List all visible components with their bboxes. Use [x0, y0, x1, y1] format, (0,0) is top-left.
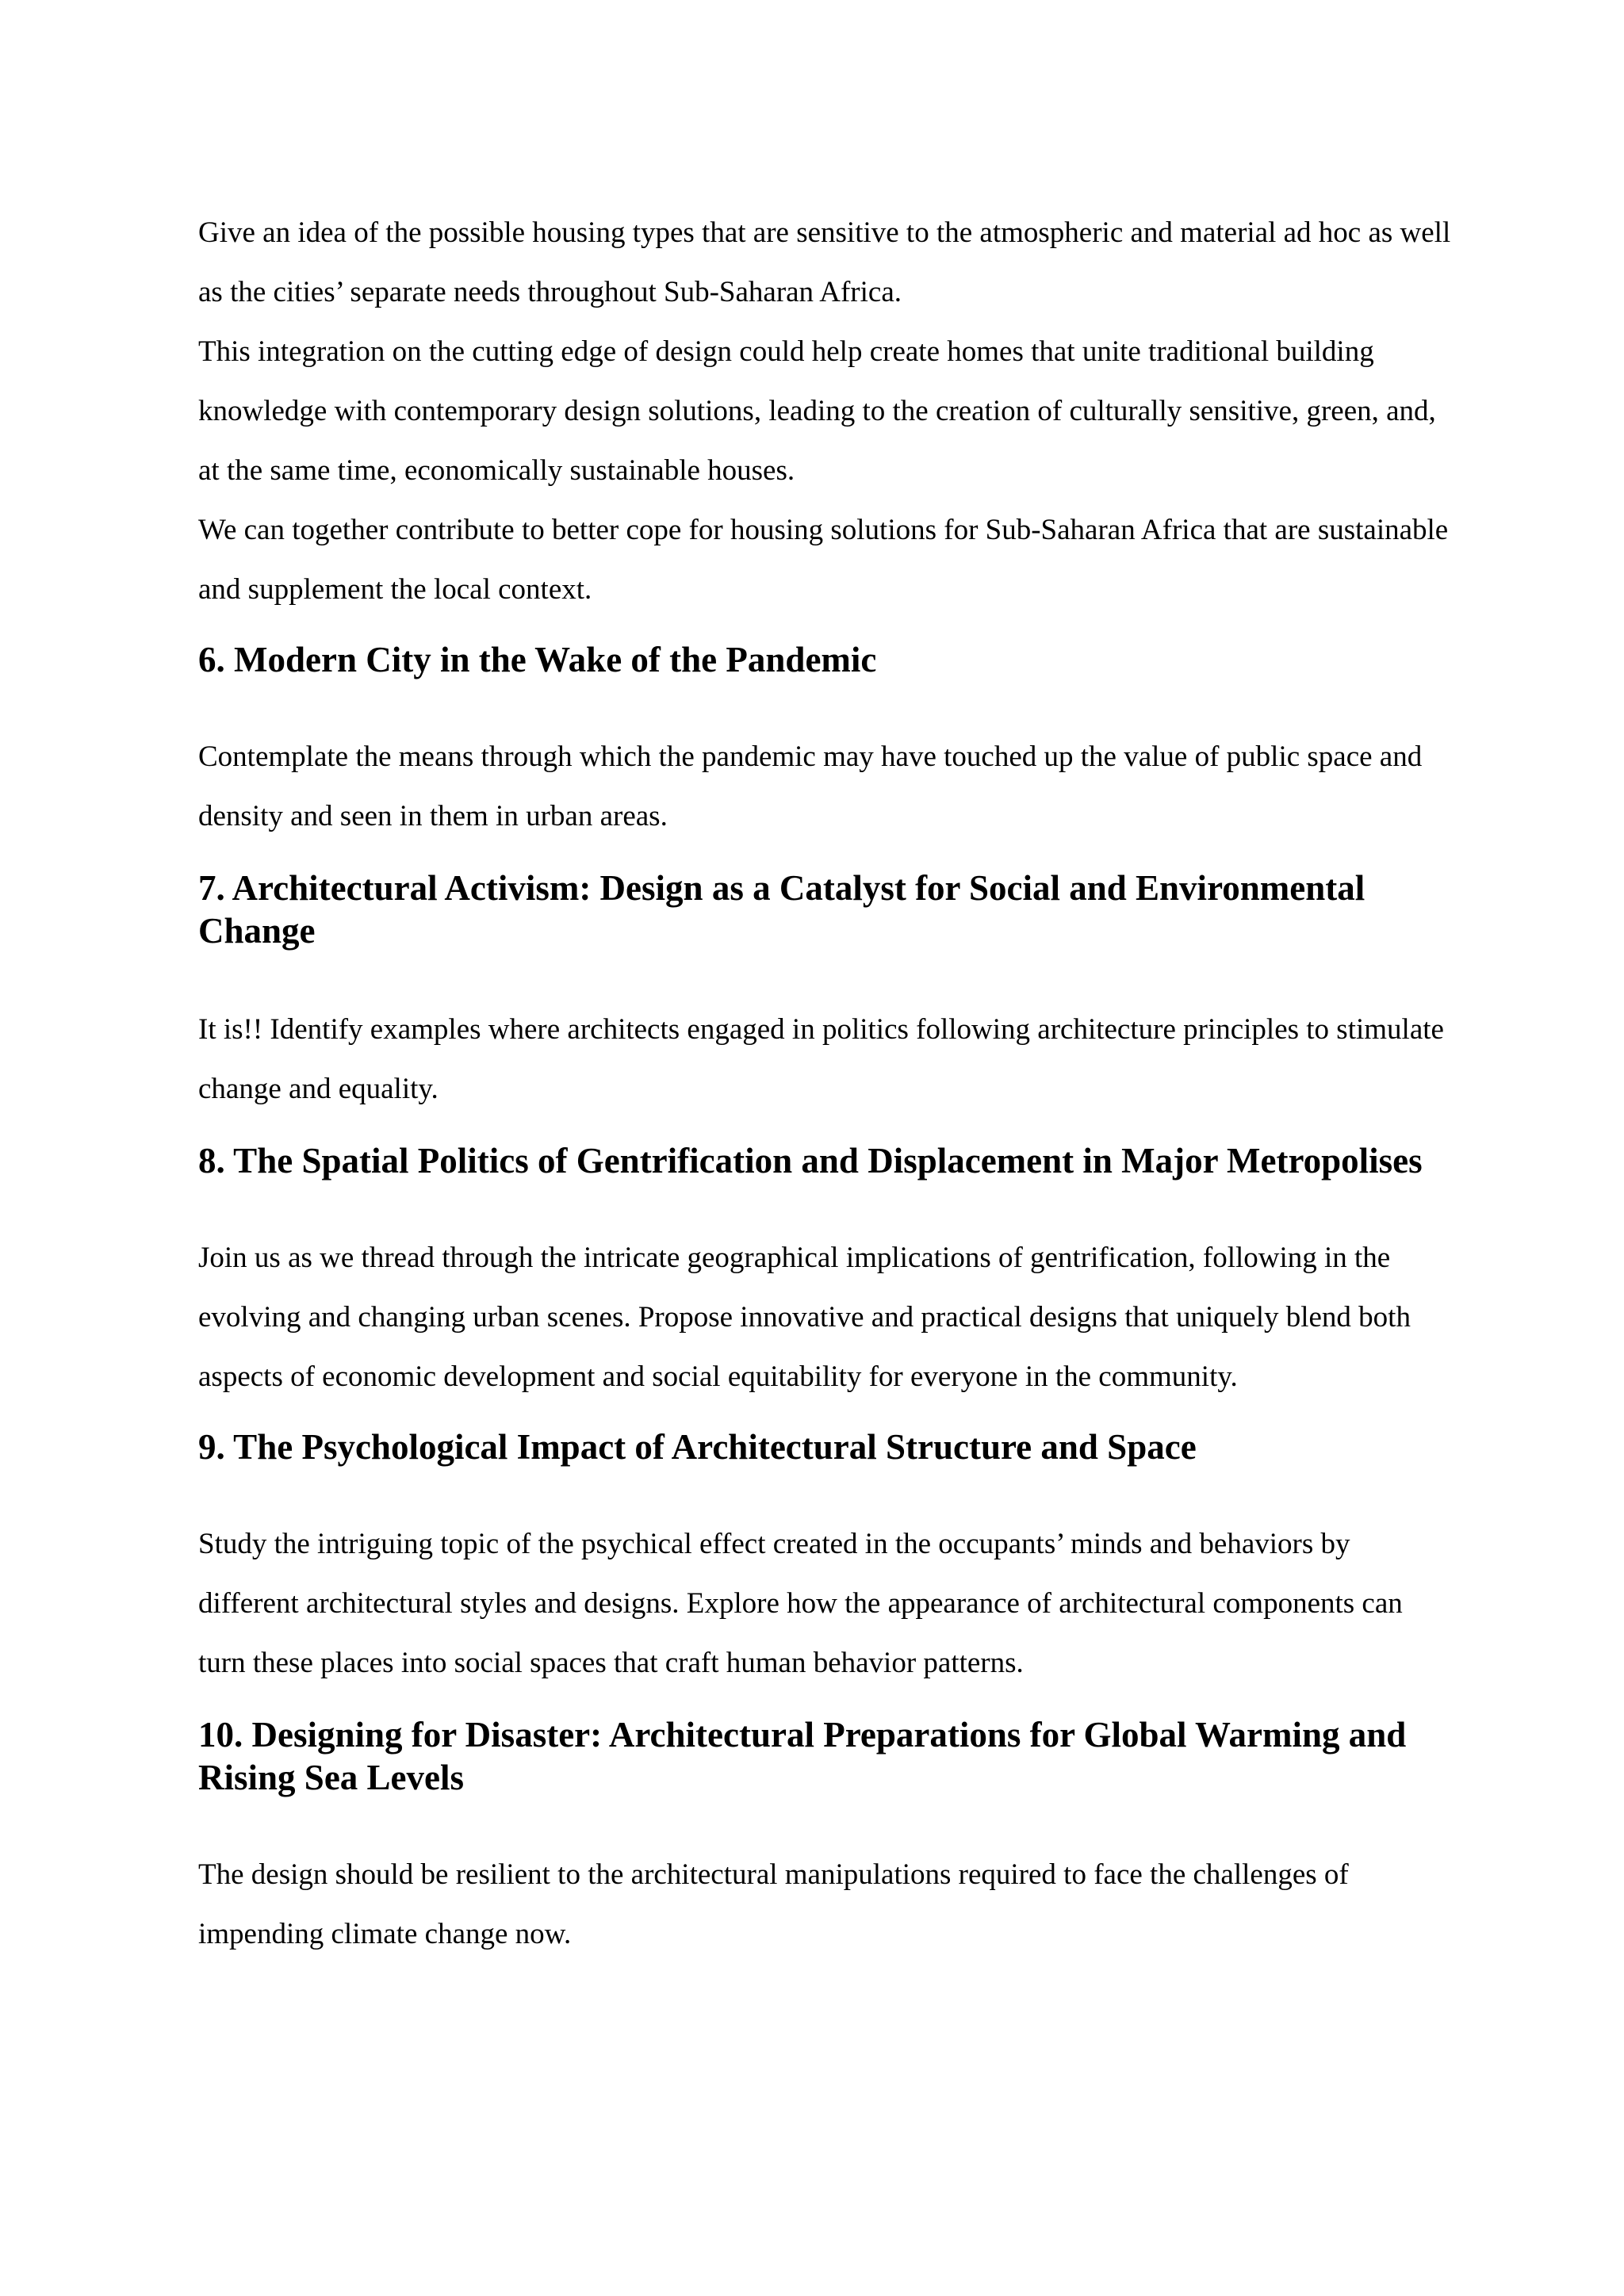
section-body-10: The design should be resilient to the architectural manipulations required to face the challenges of impending climate change now. — [198, 1858, 1349, 1950]
section-heading-9: 9. The Psychological Impact of Architectural Structure and Space — [198, 1427, 1197, 1467]
document-page — [198, 203, 1451, 1964]
intro-paragraph-2: This integration on the cutting edge of design could help create homes that unite traditional building knowledge with contemporary design solutions, leading to the creation of culturally sensitive, green, and, at the same time, economically sustainable houses. — [198, 335, 1436, 487]
section-heading-8: 8. The Spatial Politics of Gentrification and Displacement in Major Metropolises — [198, 1141, 1423, 1181]
section-body-6: Contemplate the means through which the pandemic may have touched up the value of public space and density and seen in them in urban areas. — [198, 740, 1423, 832]
intro-paragraph-1: Give an idea of the possible housing types that are sensitive to the atmospheric and material ad hoc as well as the cities’ separate needs throughout Sub-Saharan Africa. — [198, 216, 1451, 308]
section-body-9: Study the intriguing topic of the psychical effect created in the occupants’ minds and behaviors by different architectural styles and designs. Explore how the appearance of architectural components can turn these places into social spaces that craft human behavior patterns. — [198, 1528, 1403, 1679]
section-body-8: Join us as we thread through the intricate geographical implications of gentrification, following in the evolving and changing urban scenes. Propose innovative and practical designs that uniquely blend both aspects of economic development and social equitability for everyone in the community. — [198, 1242, 1411, 1393]
section-heading-6: 6. Modern City in the Wake of the Pandemic — [198, 640, 877, 679]
section-heading-10: 10. Designing for Disaster: Architectural Preparations for Global Warming and Rising Sea Levels — [198, 1715, 1407, 1797]
section-body-7: It is!! Identify examples where architects engaged in politics following architecture principles to stimulate change and equality. — [198, 1013, 1444, 1105]
intro-paragraph-3: We can together contribute to better cope for housing solutions for Sub-Saharan Africa that are sustainable and supplement the local context. — [198, 514, 1449, 606]
section-heading-7: 7. Architectural Activism: Design as a Catalyst for Social and Environmental Change — [198, 868, 1365, 951]
